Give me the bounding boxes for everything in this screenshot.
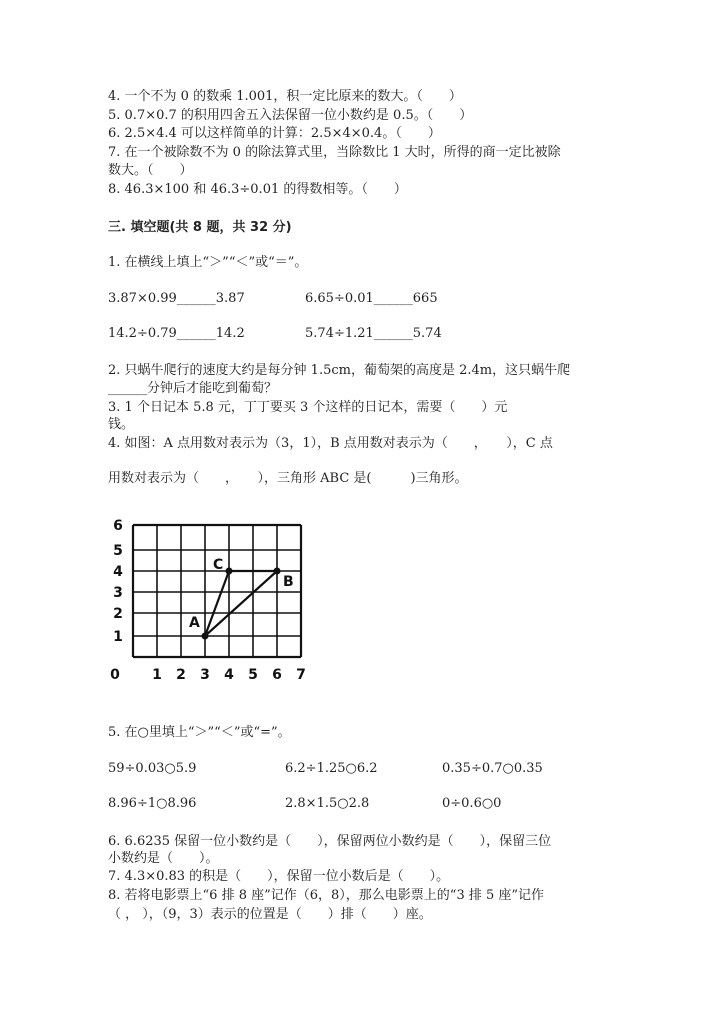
point-label-a: A [189, 615, 200, 631]
x-tick-label: 2 [176, 667, 186, 683]
point-label-b: B [283, 574, 294, 590]
x-tick-label: 0 [110, 667, 120, 683]
judge-q7-cont: 数大。（ ） [108, 163, 193, 178]
judge-q5: 5. 0.7×0.7 的积用四舍五入法保留一位小数约是 0.5。（ ） [108, 108, 473, 123]
x-tick-label: 5 [248, 667, 258, 683]
x-tick-label: 1 [152, 667, 162, 683]
q8: 8. 若将电影票上“6 排 8 座”记作（6，8），那么电影票上的“3 排 5 座”记作 [108, 888, 545, 903]
judge-q6: 6. 2.5×4.4 可以这样简单的计算：2.5×4×0.4。（ ） [108, 126, 441, 141]
x-tick-label: 4 [224, 667, 234, 683]
q5-item: 59÷0.03○5.9 [108, 761, 197, 776]
judge-q8: 8. 46.3×100 和 46.3÷0.01 的得数相等。（ ） [108, 182, 407, 197]
q6: 6. 6.6235 保留一位小数约是（ ），保留两位小数约是（ ），保留三位 [108, 834, 552, 849]
y-tick-label: 1 [113, 629, 123, 645]
q7: 7. 4.3×0.83 的积是（ ），保留一位小数后是（ ）。 [108, 869, 450, 884]
q2-cont: ______分钟后才能吃到葡萄？ [108, 381, 278, 396]
y-tick-label: 2 [113, 606, 123, 622]
q5-item: 0.35÷0.7○0.35 [442, 761, 543, 776]
q5-item: 8.96÷1○8.96 [108, 796, 197, 811]
y-tick-label: 3 [113, 585, 123, 601]
q4-cont: 用数对表示为（ ， ），三角形 ABC 是( )三角形。 [108, 471, 468, 486]
q1-prompt: 1. 在横线上填上“＞”“＜”或“＝”。 [108, 255, 308, 270]
q3: 3. 1 个日记本 5.8 元，丁丁要买 3 个这样的日记本，需要（ ）元 [108, 400, 508, 415]
point-label-c: C [213, 557, 224, 573]
judge-q7: 7. 在一个被除数不为 0 的除法算式里，当除数比 1 大时，所得的商一定比被除 [108, 145, 561, 160]
q6-cont: 小数约是（ ）。 [108, 851, 219, 866]
judge-q4: 4. 一个不为 0 的数乘 1.001，积一定比原来的数大。（ ） [108, 89, 462, 104]
x-tick-label: 7 [296, 667, 306, 683]
q1-item: 6.65÷0.01______665 [305, 291, 438, 306]
point-marker [202, 633, 209, 640]
q5-prompt: 5. 在○里填上“＞”“＜”或“=”。 [108, 725, 291, 740]
q5-item: 2.8×1.5○2.8 [285, 796, 370, 811]
q1-item: 14.2÷0.79______14.2 [108, 326, 245, 341]
q4: 4. 如图：A 点用数对表示为（3，1），B 点用数对表示为（ ， ），C 点 [108, 436, 553, 451]
y-tick-label: 6 [113, 518, 123, 534]
q8-cont: （ ， ），（9，3）表示的位置是（ ）排（ ）座。 [108, 907, 432, 922]
q2: 2. 只蜗牛爬行的速度大约是每分钟 1.5cm，葡萄架的高度是 2.4m，这只蜗牛爬 [108, 363, 571, 378]
y-tick-label: 4 [113, 564, 123, 580]
q3-cont: 钱。 [108, 417, 135, 432]
point-marker [226, 568, 233, 575]
section-title: 三. 填空题(共 8 题，共 32 分) [108, 220, 292, 235]
x-tick-label: 6 [272, 667, 282, 683]
y-tick-label: 5 [113, 543, 123, 559]
q5-item: 0÷0.6○0 [442, 796, 502, 811]
q5-item: 6.2÷1.25○6.2 [285, 761, 378, 776]
x-tick-label: 3 [200, 667, 210, 683]
triangle-side [205, 571, 277, 636]
q1-item: 5.74÷1.21______5.74 [305, 326, 442, 341]
q1-item: 3.87×0.99______3.87 [108, 291, 245, 306]
point-marker [274, 568, 281, 575]
